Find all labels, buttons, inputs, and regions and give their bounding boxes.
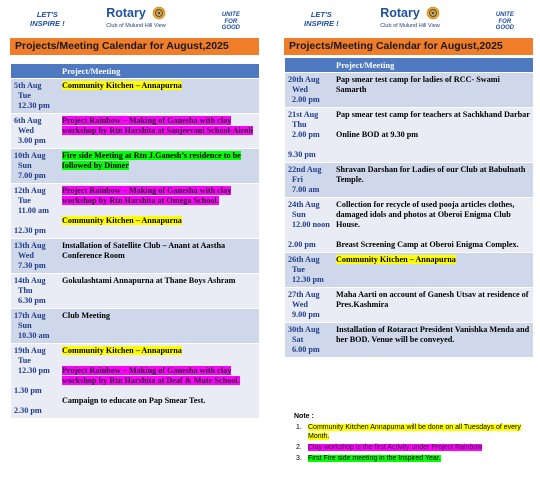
event-day: Thu — [292, 120, 307, 129]
lets-inspire-logo — [30, 10, 65, 28]
date-cell — [285, 163, 333, 198]
event-day: Wed — [18, 126, 34, 135]
date-cell — [11, 344, 59, 419]
calendar-row — [285, 288, 533, 323]
note-text: Community Kitchen Annapurna will be done on all Tuesdays of every Month. — [308, 424, 521, 440]
event-date: 12th Aug — [14, 186, 46, 195]
event-description: Collection for recycle of used pooja articles clothes, damaged idols and photos at Oberoi Enigma Club House. — [336, 200, 515, 229]
page-header — [0, 0, 266, 38]
date-cell — [285, 108, 333, 163]
event-description: Installation of Rotaract President Vanishka Menda and her BOD. Venue will be conveyed. — [336, 325, 530, 344]
event-time: 12.00 noon — [292, 220, 330, 229]
event-time: 6.30 pm — [18, 296, 46, 305]
event-description: Maha Aarti on account of Ganesh Utsav at residence of Pres.Kashmira — [336, 290, 529, 309]
note-number: 3. — [296, 455, 302, 462]
project-cell — [333, 323, 533, 358]
project-cell — [59, 274, 259, 309]
event-description: Community Kitchen – Annapurna — [62, 346, 182, 355]
unite-for-good-logo — [222, 12, 240, 32]
calendar-row — [11, 79, 259, 114]
project-column-header: Project/Meeting — [59, 64, 259, 79]
event-time: 10.30 am — [18, 331, 50, 340]
event-date: 5th Aug — [14, 81, 42, 90]
project-cell — [59, 309, 259, 344]
note-number: 1. — [296, 424, 302, 431]
event-description: Project Rainbow – Making of Ganesha with clay workshop by Rtn Harshita at Omega School. — [62, 186, 232, 205]
project-cell — [59, 239, 259, 274]
calendar-row — [11, 239, 259, 274]
event-date: 27th Aug — [288, 290, 320, 299]
event-time: 9.30 pm — [288, 150, 316, 159]
event-day: Thu — [18, 286, 33, 295]
note-item — [296, 423, 534, 441]
note-text: Clay workshop is the first Activity under Project Rainbow — [308, 444, 483, 451]
event-time: 6.00 pm — [292, 345, 320, 354]
event-date: 13th Aug — [14, 241, 46, 250]
event-time: 7.30 pm — [18, 261, 46, 270]
date-cell — [285, 323, 333, 358]
event-date: 20th Aug — [288, 75, 320, 84]
event-description: Online BOD at 9.30 pm — [336, 130, 419, 139]
unite-for-good-logo — [496, 12, 514, 32]
calendar-title: Projects/Meeting Calendar for August,2025 — [284, 38, 533, 55]
event-time: 11.00 am — [18, 206, 49, 215]
event-day: Sun — [18, 161, 32, 170]
calendar-row — [285, 73, 533, 108]
date-cell — [11, 184, 59, 239]
project-cell — [59, 79, 259, 114]
notes-title: Note : — [294, 413, 314, 420]
calendar-row — [11, 274, 259, 309]
event-date: 24th Aug — [288, 200, 320, 209]
event-day: Wed — [18, 251, 34, 260]
calendar-row — [11, 344, 259, 419]
event-day: Wed — [292, 85, 308, 94]
date-cell — [11, 239, 59, 274]
inspire-text: INSPIRE ! — [304, 19, 339, 28]
event-time: 12.30 pm — [292, 275, 324, 284]
project-cell — [333, 288, 533, 323]
date-cell — [11, 114, 59, 149]
event-description: Community Kitchen – Annapurna — [62, 216, 182, 225]
event-time: 12.30 pm — [18, 366, 50, 375]
project-column-header: Project/Meeting — [333, 58, 533, 73]
event-day: Tue — [18, 356, 31, 365]
lets-text: LET'S — [36, 10, 58, 19]
event-description: Community Kitchen – Annapurna — [62, 81, 182, 90]
date-column-header — [11, 64, 59, 79]
notes-list — [296, 423, 534, 463]
event-day: Sun — [18, 321, 32, 330]
event-description: Community Kitchen – Annapurna — [336, 255, 456, 264]
event-time: 3.00 pm — [18, 136, 46, 145]
project-cell — [333, 163, 533, 198]
event-description: Pap smear test camp for ladies of RCC- Swami Samarth — [336, 75, 500, 94]
event-description: Installation of Satellite Club – Anant at Aastha Conference Room — [62, 241, 226, 260]
event-description: Shravan Darshan for Ladies of our Club at Babulnath Temple. — [336, 165, 526, 184]
for-text: FOR — [224, 18, 238, 25]
date-cell — [11, 79, 59, 114]
event-date: 19th Aug — [14, 346, 46, 355]
calendar-row — [11, 149, 259, 184]
event-day: Wed — [292, 300, 308, 309]
calendar-row — [285, 323, 533, 358]
event-time: 2.30 pm — [14, 406, 42, 415]
event-description: Pap smear test camp for teachers at Sachkhand Darbar — [336, 110, 530, 119]
lets-inspire-logo — [304, 10, 339, 28]
event-description: Project Rainbow – Making of Ganesha with clay workshop by Rtn Harshita at Sanjeevani School-Airoli — [62, 116, 253, 135]
rotary-wordmark: Rotary — [106, 6, 146, 21]
good-text: GOOD — [495, 25, 514, 31]
event-date: 14th Aug — [14, 276, 46, 285]
event-date: 30th Aug — [288, 325, 320, 334]
project-cell — [333, 108, 533, 163]
calendar-row — [11, 309, 259, 344]
club-name: Club of Mulund Hill View — [106, 23, 166, 29]
event-description: Gokulashtami Annapurna at Thane Boys Ashram — [62, 276, 236, 285]
event-time: 2.00 pm — [292, 95, 320, 104]
rotary-logo — [370, 4, 450, 29]
note-number: 2. — [296, 444, 302, 451]
event-day: Fri — [292, 175, 303, 184]
notes-section — [284, 412, 534, 463]
event-date: 22nd Aug — [288, 165, 322, 174]
event-date: 26th Aug — [288, 255, 320, 264]
project-cell — [59, 184, 259, 239]
date-cell — [285, 288, 333, 323]
calendar-row — [285, 108, 533, 163]
date-cell — [285, 73, 333, 108]
event-day: Sat — [292, 335, 304, 344]
event-time: 2.00 pm — [292, 130, 320, 139]
event-day: Sun — [292, 210, 306, 219]
rotary-logo — [96, 4, 176, 29]
event-time: 12.30 pm — [14, 226, 46, 235]
event-date: 17th Aug — [14, 311, 46, 320]
unite-text: UNITE — [495, 12, 514, 18]
note-text: First Fire side meeting in the Inspired Year. — [308, 455, 441, 462]
date-cell — [11, 149, 59, 184]
good-text: GOOD — [221, 25, 240, 31]
date-cell — [285, 253, 333, 288]
calendar-table — [285, 58, 533, 358]
event-time: 7.00 am — [292, 185, 320, 194]
event-date: 21st Aug — [288, 110, 319, 119]
page-header — [274, 0, 540, 38]
event-time: 7.00 pm — [18, 171, 46, 180]
event-description: Club Meeting — [62, 311, 110, 320]
project-cell — [59, 114, 259, 149]
event-time: 9.00 pm — [292, 310, 320, 319]
calendar-page-left — [0, 0, 266, 480]
club-name: Club of Mulund Hill View — [380, 23, 440, 29]
project-cell — [59, 344, 259, 419]
for-text: FOR — [498, 18, 512, 25]
inspire-text: INSPIRE ! — [30, 19, 65, 28]
rotary-wheel-icon — [152, 6, 166, 20]
date-cell — [285, 198, 333, 253]
calendar-row — [285, 253, 533, 288]
rotary-wheel-icon — [426, 6, 440, 20]
event-description: Fire side Meeting at Rtn J.Ganesh’s residence to be followed by Dinner — [62, 151, 241, 170]
date-cell — [11, 274, 59, 309]
calendar-row — [11, 114, 259, 149]
calendar-page-right — [274, 0, 540, 480]
event-date: 6th Aug — [14, 116, 42, 125]
note-item — [296, 454, 534, 463]
calendar-title: Projects/Meeting Calendar for August,2025 — [10, 38, 259, 55]
date-column-header — [285, 58, 333, 73]
event-day: Tue — [292, 265, 305, 274]
event-time: 2.00 pm — [288, 240, 316, 249]
calendar-row — [285, 198, 533, 253]
project-cell — [333, 253, 533, 288]
unite-text: UNITE — [221, 12, 240, 18]
lets-text: LET'S — [310, 10, 332, 19]
event-description: Project Rainbow – Making of Ganesha with clay workshop by Rtn Harshita at Deaf & Mute School. — [62, 366, 240, 385]
date-cell — [11, 309, 59, 344]
project-cell — [59, 149, 259, 184]
rotary-wordmark: Rotary — [380, 6, 420, 21]
event-description: Breast Screening Camp at Oberoi Enigma Complex. — [336, 240, 519, 249]
calendar-row — [11, 184, 259, 239]
event-date: 10th Aug — [14, 151, 46, 160]
note-item — [296, 443, 534, 452]
event-time: 12.30 pm — [18, 101, 50, 110]
event-time: 1.30 pm — [14, 386, 42, 395]
project-cell — [333, 198, 533, 253]
calendar-table — [11, 64, 259, 419]
project-cell — [333, 73, 533, 108]
event-day: Tue — [18, 91, 31, 100]
calendar-row — [285, 163, 533, 198]
event-day: Tue — [18, 196, 31, 205]
event-description: Campaign to educate on Pap Smear Test. — [62, 396, 206, 405]
